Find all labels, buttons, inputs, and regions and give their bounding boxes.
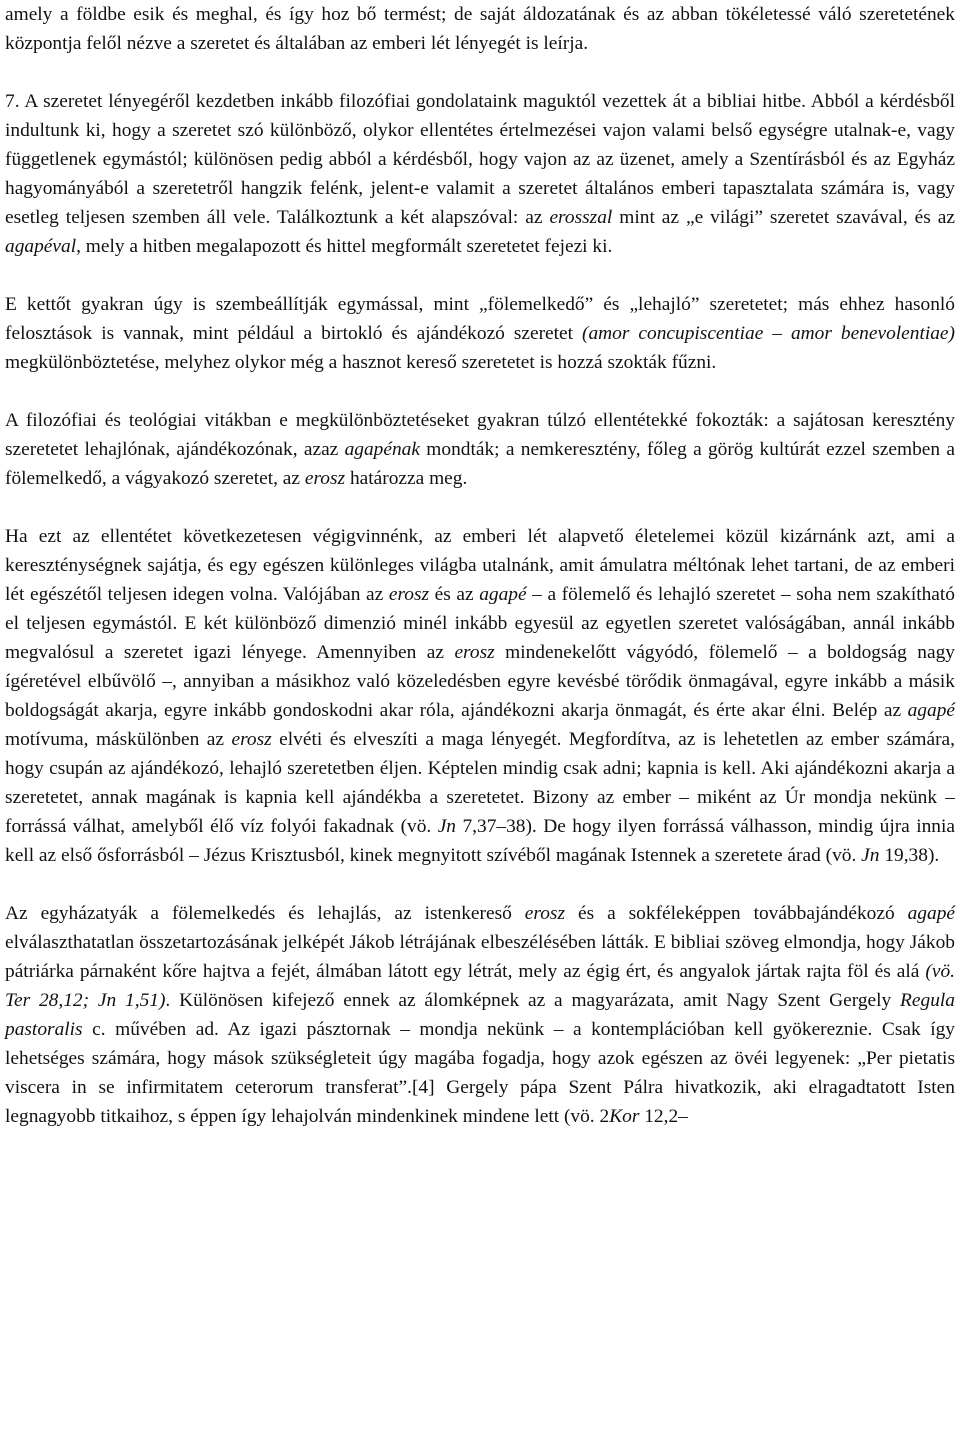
text-run: mindenekelőtt vágyódó, fölemelő – a boldogság nagy ígéretével elbűvölő –, annyiban a másikhoz való közeledésben egyre kevésbé törődik önmagával, egyre inkább a másik boldogságát akarja, egyre inkább gondoskodni akar róla, ajándékozni akarja önmagát, és érte akar élni. Belép az (5, 642, 955, 721)
text-run: Az egyházatyák a fölemelkedés és lehajlás, az istenkereső (5, 903, 525, 924)
italic-text: erosz (454, 642, 495, 663)
paragraph (5, 406, 955, 493)
italic-text: agapé (479, 584, 527, 605)
text-run: motívuma, máskülönben az (5, 729, 232, 750)
text-run: A filozófiai és teológiai vitákban e megkülönböztetéseket gyakran túlzó ellentétekké fokozták: a sajátosan keresztény szeretetet lehajlónak, ajándékozónak, azaz (5, 410, 955, 460)
text-run: . Különösen kifejező ennek az álomképnek az a magyarázata, amit Nagy Szent Gergely (165, 990, 901, 1011)
italic-text: agapénak (344, 439, 420, 460)
italic-text: erosz (304, 468, 346, 489)
text-run: és a sokféleképpen továbbajándékozó (565, 903, 908, 924)
italic-text: agapé (907, 700, 955, 721)
text-run: 12,2– (639, 1106, 688, 1127)
text-run: – a fölemelő és lehajló szeretet – soha nem szakítható el teljesen egymástól. E két különböző dimenzió minél inkább egyesül az egyetlen szeretet valóságában, annál inkább megvalósul a szeretet igazi lényege. Amennyiben az (5, 584, 956, 663)
text-run: E kettőt gyakran úgy is szembeállítják egymással, mint „fölemelkedő” és „lehajló” szeretetet; más ehhez hasonló felosztások is vannak, mint például a birtokló és ajándékozó szeretet (5, 294, 955, 344)
paragraph (5, 522, 955, 870)
text-run: és az (429, 584, 480, 605)
document-body (5, 0, 955, 1131)
text-run: mint az „e világi” szeretet szavával, és az (612, 207, 955, 228)
italic-text: Kor (609, 1106, 640, 1127)
text-run: megkülönböztetése, melyhez olykor még a hasznot kereső szeretetet is hozzá szokták fűzni. (5, 352, 717, 373)
italic-text: agapéval (5, 236, 77, 257)
paragraph (5, 290, 955, 377)
text-run: 7,37–38). De hogy ilyen forrássá válhasson, mindig újra innia kell az első ősforrásból – Jézus Krisztusból, kinek megnyitott szívéből magának Istennek a szeretete árad (vö. (5, 816, 955, 866)
text-run: határozza meg. (345, 468, 468, 489)
italic-text: (amor concupiscentiae – amor benevolentiae) (582, 323, 955, 344)
text-run: , mely a hitben megalapozott és hittel megformált szeretetet fejezi ki. (76, 236, 613, 257)
italic-text: Jn (861, 845, 880, 866)
paragraph (5, 899, 955, 1131)
text-run: mondták; a nemkeresztény, főleg a görög kultúrát ezzel szemben a fölemelkedő, a vágyakozó szeretet, az (5, 439, 955, 489)
paragraph (5, 87, 955, 261)
text-run: Ha ezt az ellentétet következetesen végigvinnénk, az emberi lét alapvető életelemei közül kizárnánk azt, ami a kereszténységnek sajátja, és egy egészen különleges világba utalnánk, amit ámulatra méltónak lehet tartani, de az emberi lét egészétől teljesen idegen volna. Valójában az (5, 526, 955, 605)
italic-text: erosz (388, 584, 430, 605)
text-run: 19,38). (879, 845, 940, 866)
italic-text: erosz (524, 903, 566, 924)
paragraph (5, 0, 955, 58)
text-run: 7. A szeretet lényegéről kezdetben inkább filozófiai gondolataink maguktól vezettek át a bibliai hitbe. Abból a kérdésből indultunk ki, hogy a szeretet szó különböző, olykor ellentétes értelmezései vajon valami belső egységre utalnak-e, vagy függetlenek egymástól; különösen pedig abból a kérdésből, hogy vajon az az üzenet, amely a Szentírásból és az Egyház hagyományából a szeretetről hangzik felénk, jelent-e valamit a szeretet általános emberi tapasztalata számára is, vagy esetleg teljesen szemben áll vele. Találkoztunk a két alapszóval: az (5, 91, 955, 228)
italic-text: Regula pastoralis (5, 990, 955, 1040)
text-run: elvéti és elveszíti a maga lényegét. Megfordítva, az is lehetetlen az ember számára, hogy csupán az ajándékozó, lehajló szeretetben éljen. Képtelen mindig csak adni; kapnia is kell. Aki ajándékozni akarja a szeretetet, annak magának is kapnia kell ajándékba a szeretetet. Bizony az ember – miként az Úr mondja nekünk – forrássá válhat, amelyből élő víz folyói fakadnak (vö. (5, 729, 955, 837)
italic-text: (vö. Ter 28,12; Jn 1,51) (5, 961, 955, 1011)
text-run: elválaszthatatlan összetartozásának jelképét Jákob létrájának elbeszélésében látták. E bibliai szöveg elmondja, hogy Jákob pátriárka párnaként kőre hajtva a fejét, álmában látott egy létrát, mely az égig ért, és angyalok jártak rajta föl és alá (5, 932, 955, 982)
italic-text: agapé (907, 903, 955, 924)
italic-text: erosszal (549, 207, 613, 228)
italic-text: Jn (437, 816, 457, 837)
italic-text: erosz (231, 729, 272, 750)
text-run: amely a földbe esik és meghal, és így hoz bő termést; de saját áldozatának és az abban tökéletessé váló szeretetének központja felől nézve a szeretet és általában az emberi lét lényegét is leírja. (5, 4, 955, 54)
text-run: c. művében ad. Az igazi pásztornak – mondja nekünk – a kontemplációban kell gyökereznie. Csak így lehetséges számára, hogy mások szükségleteit úgy magába fogadja, hogy azok egészen az övéi legyenek: „Per pietatis viscera in se infirmitatem ceterorum transferat”.[4] Gergely pápa Szent Pálra hivatkozik, aki elragadtatott Isten legnagyobb titkaihoz, s éppen így lehajolván mindenkinek mindene lett (vö. 2 (5, 1019, 955, 1127)
